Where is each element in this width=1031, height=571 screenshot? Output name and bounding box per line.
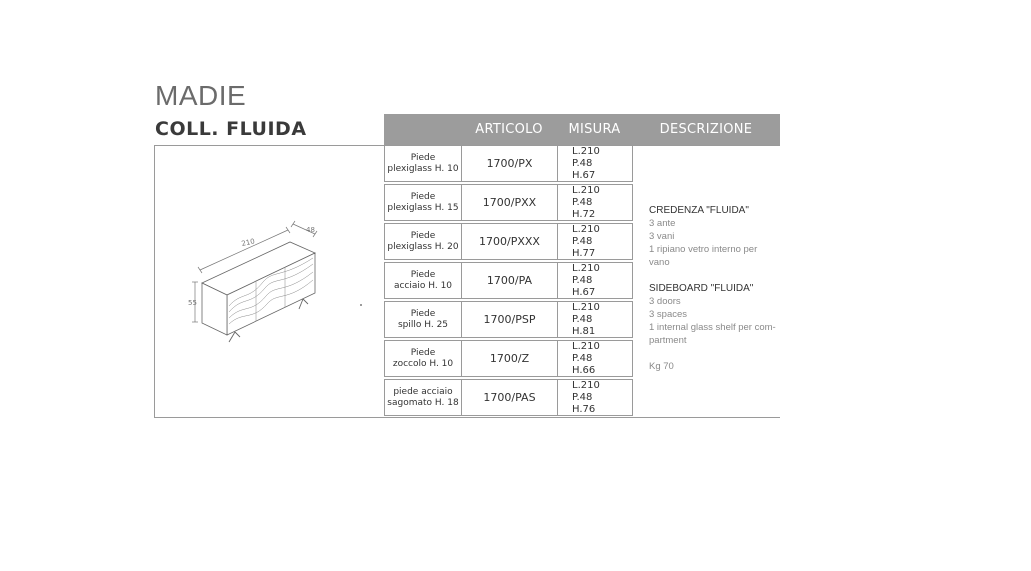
en-line: 3 doors [649,296,681,307]
misura-cell: L.210 P.48 H.67 [557,145,633,182]
dim-depth-label: 48 [306,226,315,234]
articolo-cell: 1700/PSP [461,301,558,338]
misura-cell: L.210 P.48 H.77 [557,223,633,260]
dim-height-label: 55 [188,299,197,307]
it-line: 3 ante [649,218,676,229]
articolo-cell: 1700/PXX [461,184,558,221]
it-line: 1 ripiano vetro interno per vano [649,244,758,268]
articolo-cell: 1700/PA [461,262,558,299]
weight-text: Kg 70 [649,361,674,372]
table-row [384,145,633,184]
column-header-descrizione: DESCRIZIONE [659,122,753,137]
description-text [649,204,777,373]
bottom-divider [154,417,780,418]
it-line: 3 vani [649,231,675,242]
description-cell [633,145,780,418]
piede-cell: Piede acciaio H. 10 [384,262,462,299]
piede-cell: Piede plexiglass H. 15 [384,184,462,221]
misura-cell: L.210 P.48 H.67 [557,262,633,299]
en-line: 1 internal glass shelf per com- [649,322,776,333]
piede-cell: Piede plexiglass H. 20 [384,223,462,260]
misura-cell: L.210 P.48 H.72 [557,184,633,221]
piede-cell: Piede zoccolo H. 10 [384,340,462,377]
table-row [384,379,633,418]
sideboard-drawing [155,146,385,419]
table-row [384,184,633,223]
misura-cell: L.210 P.48 H.66 [557,340,633,377]
articolo-cell: 1700/PAS [461,379,558,416]
product-drawing [154,145,384,418]
table-row [384,301,633,340]
column-header-misura: MISURA [568,122,621,137]
table-row [384,340,633,379]
piede-cell: Piede plexiglass H. 10 [384,145,462,182]
dim-width-label: 210 [240,237,256,248]
articolo-cell: 1700/PXXX [461,223,558,260]
table-header [384,114,780,145]
table-row [384,262,633,301]
column-header-articolo: ARTICOLO [475,122,543,137]
collection-title: COLL. FLUIDA [155,118,307,140]
category-title: MADIE [155,80,247,111]
misura-cell: L.210 P.48 H.81 [557,301,633,338]
misura-cell: L.210 P.48 H.76 [557,379,633,416]
en-line: partment [649,335,687,346]
it-title: CREDENZA "FLUIDA" [649,205,749,216]
table-row [384,223,633,262]
piede-cell: piede acciaio sagomato H. 18 [384,379,462,416]
piede-cell: Piede spillo H. 25 [384,301,462,338]
articolo-cell: 1700/PX [461,145,558,182]
en-title: SIDEBOARD "FLUIDA" [649,283,754,294]
en-line: 3 spaces [649,309,688,320]
articolo-cell: 1700/Z [461,340,558,377]
